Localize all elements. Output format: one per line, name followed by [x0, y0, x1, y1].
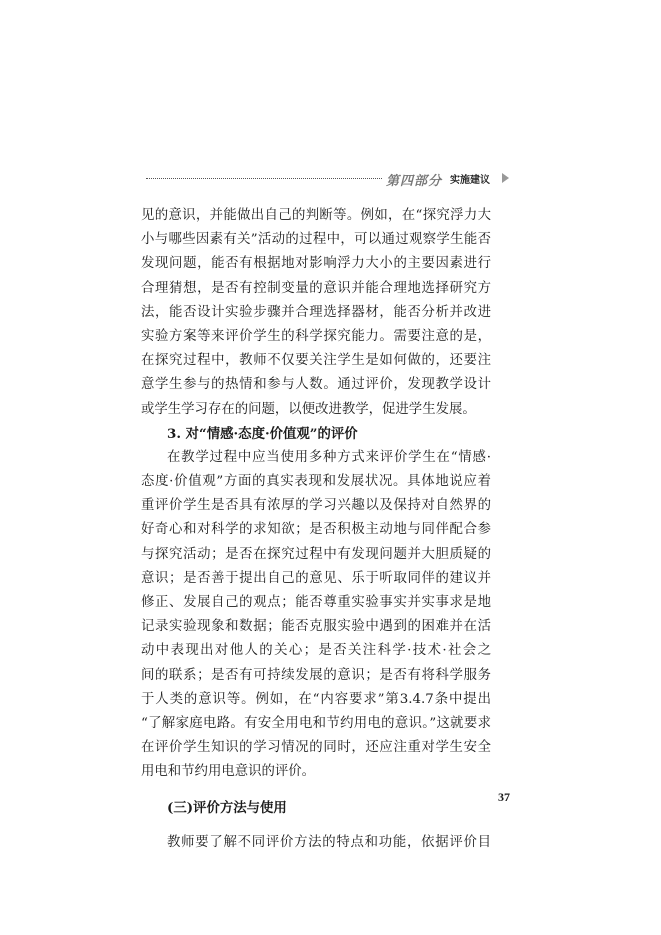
text-line: 态度·价值观”方面的真实表现和发展状况。具体地说应着 — [141, 474, 491, 490]
text-line: 用电和节约用电意识的评价。 — [141, 764, 316, 780]
text-line: 意学生参与的热情和参与人数。通过评价，发现教学设计 — [141, 377, 491, 393]
header-dotted-rule — [146, 178, 382, 179]
text-line: 法，能否设计实验步骤并合理选择器材，能否分析并改进 — [141, 304, 491, 320]
header-part-title: 第四部分 — [386, 174, 443, 189]
text-line: 动中表现出对他人的关心；是否关注科学·技术·社会之 — [141, 643, 491, 659]
text-line: 教师要了解不同评价方法的特点和功能，依据评价目 — [167, 834, 491, 850]
header-section-title: 实施建议 — [450, 175, 490, 186]
text-line: 见的意识，并能做出自己的判断等。例如，在“探究浮力大 — [141, 208, 491, 223]
text-line: 实验方案等来评价学生的科学探究能力。需要注意的是， — [141, 328, 491, 344]
spacer — [141, 785, 491, 796]
text-line: 或学生学习存在的问题，以便改进教学，促进学生发展。 — [141, 401, 476, 417]
text-line: 记录实验现象和数据；能否克服实验中遇到的困难并在活 — [141, 619, 491, 635]
page-number: 37 — [498, 790, 510, 804]
text-line: 间的联系；是否有可持续发展的意识；是否有将科学服务 — [141, 667, 491, 683]
paragraph — [141, 831, 491, 855]
section-heading: 3. 对“情感·态度·价值观”的评价 — [167, 425, 358, 442]
text-line: 小与哪些因素有关”活动的过程中，可以通过观察学生能否 — [141, 232, 491, 248]
text-line: 修正、发展自己的观点；能否尊重实验事实并实事求是地 — [141, 595, 491, 610]
text-line: 意识；是否善于提出自己的意见、乐于听取同伴的建议并 — [141, 570, 491, 586]
text-line: 重评价学生是否具有浓厚的学习兴趣以及保持对自然界的 — [141, 498, 491, 514]
text-line: 在探究过程中，教师不仅要关注学生是如何做的，还要注 — [141, 353, 491, 369]
spacer — [141, 820, 491, 831]
running-header — [146, 170, 506, 189]
text-line: 在教学过程中应当使用多种方式来评价学生在“情感· — [167, 449, 491, 465]
subsection-heading: (三)评价方法与使用 — [167, 799, 287, 816]
text-line: 好奇心和对科学的求知欲；是否积极主动地与同伴配合参 — [141, 522, 491, 538]
text-line: “了解家庭电路。有安全用电和节约用电的意识。”这就要求 — [141, 715, 491, 731]
paragraph — [141, 446, 491, 785]
text-line: 合理猜想，是否有控制变量的意识并能合理地选择研究方 — [141, 280, 491, 296]
text-line: 在评价学生知识的学习情况的同时，还应注重对学生安全 — [141, 740, 491, 756]
text-line: 与探究活动；是否在探究过程中有发现问题并大胆质疑的 — [141, 546, 491, 562]
text-line: 发现问题，能否有根据地对影响浮力大小的主要因素进行 — [141, 256, 491, 272]
body-text — [141, 204, 491, 855]
paragraph — [141, 204, 491, 422]
text-line: 于人类的意识等。例如，在“内容要求”第3.4.7条中提出 — [141, 691, 491, 707]
triangle-arrow-icon — [502, 173, 509, 183]
